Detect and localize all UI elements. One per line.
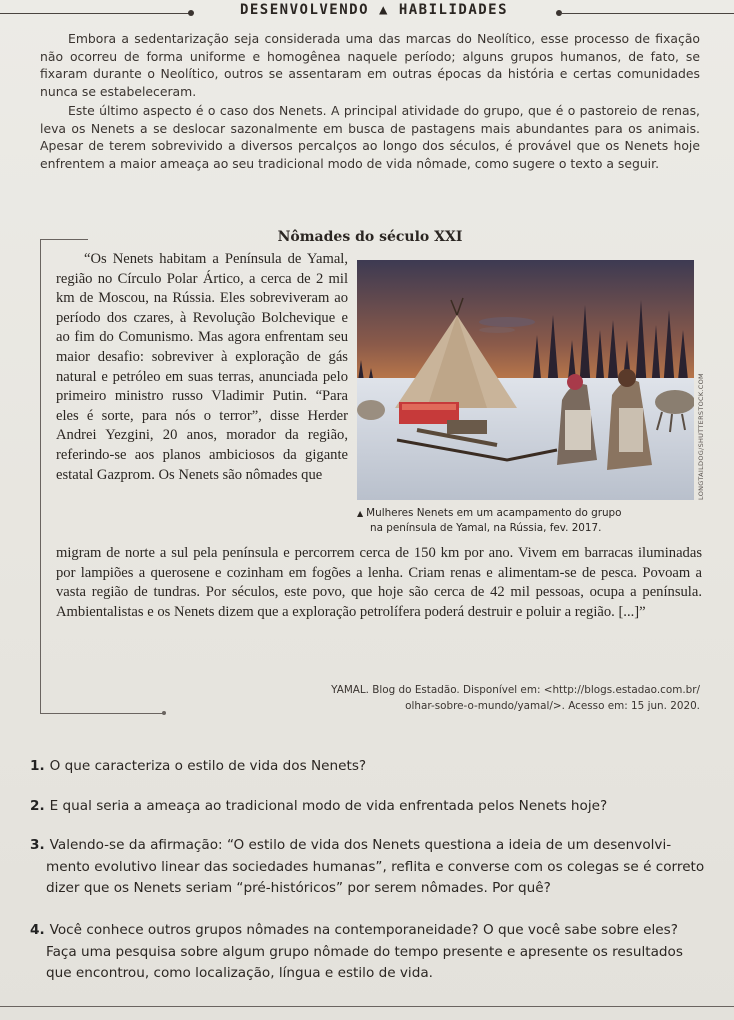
question-text-continued: dizer que os Nenets seriam “pré-históricos” por serem nômades. Por quê? xyxy=(46,880,551,897)
question-text: O que caracteriza o estilo de vida dos Nenets? xyxy=(49,758,367,774)
quote-full-width-text: migram de norte a sul pela península e percorrem cerca de 150 km por ano. Vivem em barracas iluminadas por lampiões a querosene e cozinham em fogões a lenha. Criam renas e alimentam-se de pesca. Povoam a vasta região de tundras. Por séculos, este povo, que hoje são cerca de 42 mil pessoas, ocupa a península. Ambientalistas e os Nenets dizem que a exploração petrolífera poderá destruir e poluir a região. [...]” xyxy=(56,545,702,620)
quote-source xyxy=(280,683,700,714)
quote-box-bottom-dot xyxy=(162,711,166,715)
quote-box-left-rule xyxy=(40,239,41,714)
quote-column-text: “Os Nenets habitam a Península de Yamal, região no Círculo Polar Ártico, a cerca de 2 mil km de Moscou, na Rússia. Eles sobreviveram ao período dos czares, à Revolução Bolchevique e ao fim do Comunismo. Mas agora enfrentam seu maior desafio: sobreviver à exploração de gás natural e petróleo em suas terras, anunciada pelo primeiro ministro russo Vladimir Putin. “Para eles é sorte, para nós o terror”, disse Herder Andrei Yezgini, 20 anos, morador da região, referindo-se aos planos ambiciosos da gigante estatal Gazprom. Os Nenets são nômades que xyxy=(56,251,348,483)
caption-line-2: na península de Yamal, na Rússia, fev. 2017. xyxy=(370,522,602,534)
nenets-camp-photo xyxy=(357,260,694,500)
nenets-camp-illustration xyxy=(357,260,694,500)
quote-box-top-rule xyxy=(40,239,88,240)
footer-rule xyxy=(0,1006,734,1007)
question-text-continued: Faça uma pesquisa sobre algum grupo nômade do tempo presente e apresente os resultados xyxy=(46,943,683,960)
question-2 xyxy=(30,796,714,818)
caption-line-1: Mulheres Nenets em um acampamento do grupo xyxy=(366,507,622,519)
question-text: E qual seria a ameaça ao tradicional modo de vida enfrentada pelos Nenets hoje? xyxy=(49,798,608,814)
question-4 xyxy=(30,920,714,985)
header-rule-right xyxy=(560,13,734,14)
question-text: Você conhece outros grupos nômades na contemporaneidade? O que você sabe sobre eles? xyxy=(49,922,678,938)
header-rule-left xyxy=(0,13,190,14)
quote-title: Nômades do século XXI xyxy=(277,229,463,245)
photo-caption xyxy=(357,506,697,536)
question-3 xyxy=(30,835,714,900)
question-text: Valendo-se da afirmação: “O estilo de vida dos Nenets questiona a ideia de um desenvolvi- xyxy=(49,837,672,853)
question-1 xyxy=(30,756,714,778)
header-dot-left xyxy=(188,10,194,16)
photo-credit: LONGTAILDOG/SHUTTERSTOCK.COM xyxy=(697,373,705,500)
intro-paragraph-2: Este último aspecto é o caso dos Nenets. A principal atividade do grupo, que é o pastoreio de renas, leva os Nenets a se deslocar sazonalmente em busca de pastagens mais abundantes para os animais. Apesar de terem sobrevivido a diversos percalços ao longo dos séculos, é provável que os Nenets hoje enfrentem a maior ameaça ao seu tradicional modo de vida nômade, como sugere o texto a seguir. xyxy=(40,103,700,171)
section-title: DESENVOLVENDO ▲ HABILIDADES xyxy=(239,2,509,18)
question-text-continued: mento evolutivo linear das sociedades humanas”, reflita e converse com os colegas se é correto xyxy=(46,858,705,875)
source-line-1: YAMAL. Blog do Estadão. Disponível em: <http://blogs.estadao.com.br/ xyxy=(331,684,700,696)
quote-box-bottom-rule xyxy=(40,713,165,714)
source-line-2: olhar-sobre-o-mundo/yamal/>. Acesso em: 15 jun. 2020. xyxy=(405,699,700,712)
question-number: 1. xyxy=(30,758,45,774)
caption-marker-icon: ▲ xyxy=(357,509,364,518)
question-number: 3. xyxy=(30,837,45,853)
question-text-continued: que encontrou, como localização, língua e estilo de vida. xyxy=(46,965,433,982)
question-number: 4. xyxy=(30,922,45,938)
intro-paragraph-1: Embora a sedentarização seja considerada uma das marcas do Neolítico, esse processo de fixação não ocorreu de forma uniforme e homogênea naquele período; alguns grupos humanos, de fato, se fixaram durante o Neolítico, outros se assentaram em outras épocas da história e certas comunidades nunca se estabeleceram. xyxy=(40,31,700,99)
question-number: 2. xyxy=(30,798,45,814)
